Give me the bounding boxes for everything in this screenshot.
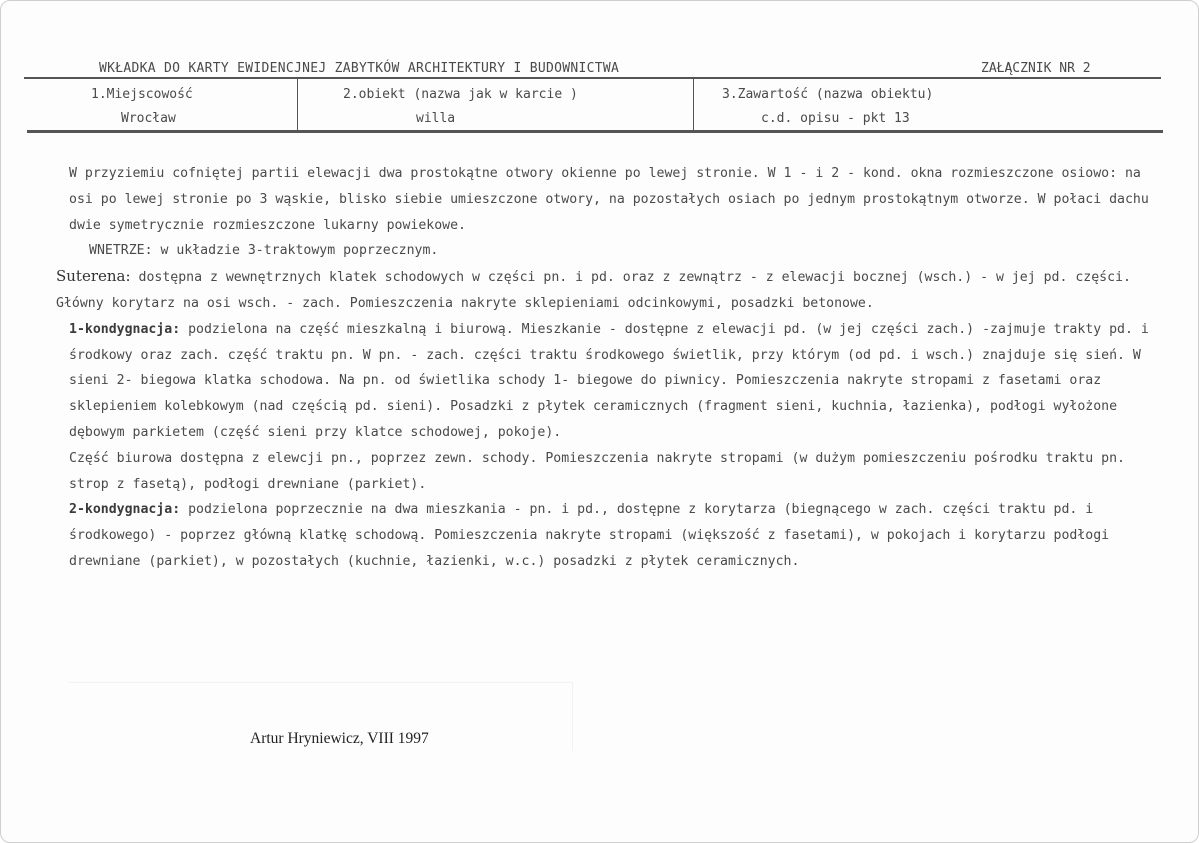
floor2-paragraph: [69, 497, 1169, 574]
floor2-label: 2-kondygnacja:: [69, 502, 181, 518]
description-body: [56, 161, 1169, 575]
column-divider: [297, 79, 298, 131]
interior-label: WNETRZE:: [89, 243, 153, 259]
table-top-rule: [24, 77, 1161, 79]
annex-number: ZAŁĄCZNIK NR 2: [981, 61, 1091, 76]
floor1-text: podzielona na część mieszkalną i biurową. Mieszkanie - dostępne z elewacji pd. (w jej części zach.) -zajmuje trakty pd. i środkowy oraz zach. część traktu pn. W pn. - zach. części traktu środkowego świetlik, przy którym (od pd. i wsch.) znajduje się sień. W sieni 2- biegowa klatka schodowa. Na pn. od świetlika schody 1- biegowe do piwnicy. Pomieszczenia nakryte stropami z fasetami oraz sklepieniem kolebkowym (nad częścią pd. sieni). Posadzki z płytek ceramicznych (fragment sieni, kuchnia, łazienka), podłogi wyłożone dębowym parkietem (część sieni przy klatce schodowej, pokoje).: [69, 321, 1149, 440]
form-title: WKŁADKA DO KARTY EWIDENCJNEJ ZABYTKÓW ARCHITEKTURY I BUDOWNICTWA: [99, 61, 620, 76]
suterena-text: dostępna z wewnętrznych klatek schodowych w części pn. i pd. oraz z zewnątrz - z elewacji bocznej (wsch.) - w jej pd. części. Główny korytarz na osi wsch. - zach. Pomieszczenia nakryte sklepieniami odcinkowymi, posadzki betonowe.: [56, 270, 1131, 311]
author-signature: Artur Hryniewicz, VIII 1997: [250, 730, 429, 747]
column-divider: [693, 79, 694, 131]
intro-paragraph: W przyziemiu cofniętej partii elewacji dwa prostokątne otwory okienne po lewej stronie. W 1 - i 2 - kond. okna rozmieszczone osiowo: na osi po lewej stronie po 3 wąskie, blisko siebie umieszczone otwory, na pozostałych osiach po jednym prostokątnym otworze. W połaci dachu dwie symetrycznie rozmieszczone lukarny powiekowe.: [69, 166, 1149, 233]
locality-label: 1.Miejscowość: [91, 87, 193, 102]
suterena-label: Suterena:: [56, 267, 131, 286]
object-value: willa: [416, 111, 456, 126]
table-bottom-rule: [27, 130, 1163, 133]
floor1-label: 1-kondygnacja:: [69, 321, 181, 337]
office-paragraph: Część biurowa dostępna z elewcji pn., poprzez zewn. schody. Pomieszczenia nakryte stropami (w dużym pomieszczeniu pośrodku traktu pn. strop z fasetą), podłogi drewniane (parkiet).: [69, 450, 1125, 492]
content-label: 3.Zawartość (nazwa obiektu): [722, 87, 934, 102]
floor2-text: podzielona poprzecznie na dwa mieszkania - pn. i pd., dostępne z korytarza (biegnącego w zach. części traktu pd. i środkowego) - poprzez główną klatkę schodową. Pomieszczenia nakryte stropami (większość z fasetami), w pokojach i korytarzu podłogi drewniane (parkiet), w pozostałych (kuchnie, łazienki, w.c.) posadzki z płytek ceramicznych.: [69, 502, 1110, 569]
locality-value: Wrocław: [121, 111, 176, 126]
interior-text: w układzie 3-traktowym poprzecznym.: [160, 243, 439, 259]
interior-paragraph: [69, 238, 1169, 264]
suterena-paragraph: [56, 264, 1169, 317]
content-value: c.d. opisu - pkt 13: [761, 111, 910, 126]
floor1-paragraph: [69, 317, 1169, 446]
object-label: 2.obiekt (nazwa jak w karcie ): [343, 87, 578, 102]
